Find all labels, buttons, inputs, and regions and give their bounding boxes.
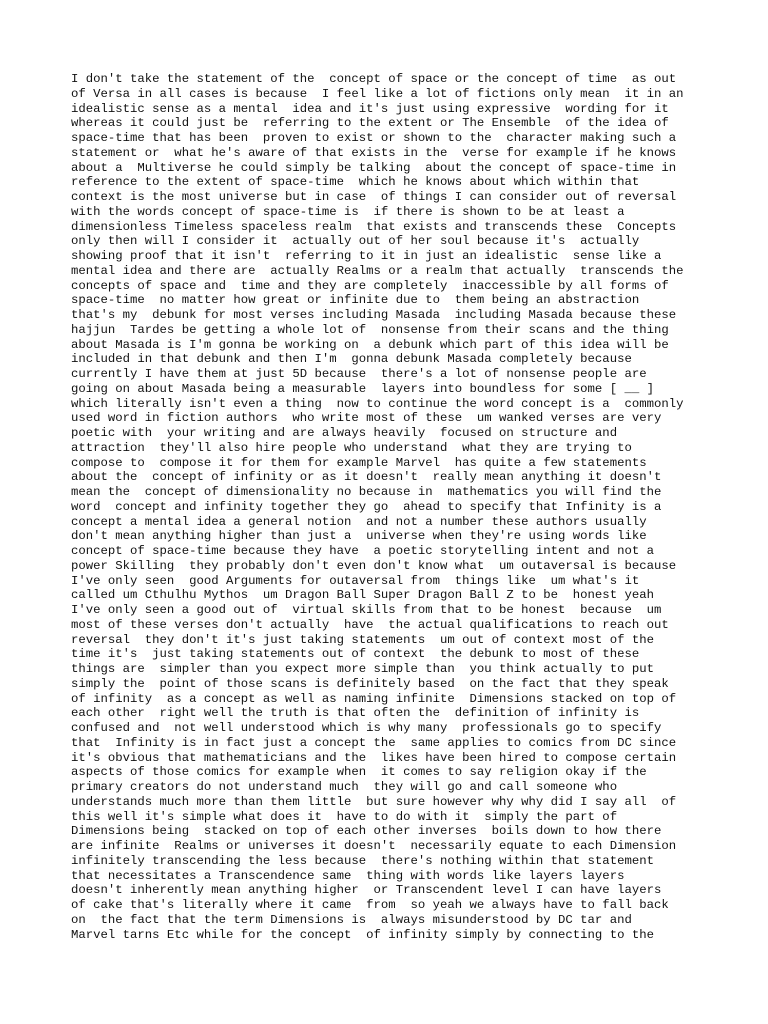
text-line: that Infinity is in fact just a concept the same applies to comics from DC since bbox=[71, 735, 677, 750]
text-line: about the concept of infinity or as it doesn't really mean anything it doesn't bbox=[71, 470, 662, 485]
text-line: infinitely transcending the less because there's nothing within that statement bbox=[71, 853, 654, 868]
text-line: poetic with your writing and are always heavily focused on structure and bbox=[71, 426, 618, 440]
text-line: I've only seen good Arguments for outaversal from things like um what's it bbox=[71, 573, 640, 588]
text-line: concept a mental idea a general notion and not a number these authors usually bbox=[71, 514, 647, 529]
text-line: this well it's simple what does it have to do with it simply the part of bbox=[71, 809, 618, 824]
text-line: space-time no matter how great or infinite due to them being an abstraction bbox=[71, 293, 640, 308]
text-line: most of these verses don't actually have the actual qualifications to reach out bbox=[71, 617, 669, 632]
text-line: things are simpler than you expect more simple than you think actually to put bbox=[71, 662, 654, 676]
text-line: compose to compose it for them for example Marvel has quite a few statements bbox=[71, 455, 647, 470]
text-line: of Versa in all cases is because I feel like a lot of fictions only mean it in an bbox=[71, 86, 684, 101]
text-line: currently I have them at just 5D because there's a lot of nonsense people are bbox=[71, 367, 647, 381]
text-line: mean the concept of dimensionality no because in mathematics you will find the bbox=[71, 485, 662, 499]
text-line: about Masada is I'm gonna be working on a debunk which part of this idea will be bbox=[71, 337, 669, 352]
text-line: with the words concept of space-time is if there is shown to be at least a bbox=[71, 204, 625, 219]
text-line: word concept and infinity together they go ahead to specify that Infinity is a bbox=[71, 499, 662, 514]
text-line: of infinity as a concept as well as naming infinite Dimensions stacked on top of bbox=[71, 691, 677, 706]
text-line: Dimensions being stacked on top of each other inverses boils down to how there bbox=[71, 824, 662, 839]
text-line: time it's just taking statements out of context the debunk to most of these bbox=[71, 647, 640, 662]
text-line: understands much more than them little but sure however why why did I say all of bbox=[71, 794, 677, 809]
text-line: each other right well the truth is that often the definition of infinity is bbox=[71, 706, 640, 721]
document-body-text bbox=[71, 72, 711, 942]
text-line: that necessitates a Transcendence same thing with words like layers layers bbox=[71, 868, 625, 883]
text-line: don't mean anything higher than just a universe when they're using words like bbox=[71, 529, 647, 544]
text-line: it's obvious that mathematicians and the likes have been hired to compose certain bbox=[71, 750, 677, 765]
text-line: of cake that's literally where it came from so yeah we always have to fall back bbox=[71, 898, 669, 912]
text-line: which literally isn't even a thing now to continue the word concept is a commonly bbox=[71, 396, 684, 411]
text-line: going on about Masada being a measurable layers into boundless for some [ __ ] bbox=[71, 381, 654, 396]
text-line: confused and not well understood which is why many professionals go to specify bbox=[71, 721, 662, 735]
text-line: on the fact that the term Dimensions is always misunderstood by DC tar and bbox=[71, 912, 632, 927]
text-line: Marvel tarns Etc while for the concept of infinity simply by connecting to the bbox=[71, 927, 654, 942]
text-line: primary creators do not understand much they will go and call someone who bbox=[71, 780, 618, 794]
text-line: showing proof that it isn't referring to it in just an idealistic sense like a bbox=[71, 249, 662, 263]
text-line: reference to the extent of space-time which he knows about which within that bbox=[71, 175, 640, 190]
text-line: aspects of those comics for example when it comes to say religion okay if the bbox=[71, 765, 647, 780]
text-line: attraction they'll also hire people who understand what they are trying to bbox=[71, 440, 632, 455]
text-line: included in that debunk and then I'm gonna debunk Masada completely because bbox=[71, 352, 632, 367]
text-line: context is the most universe but in case of things I can consider out of reversal bbox=[71, 190, 677, 204]
text-line: whereas it could just be referring to the extent or The Ensemble of the idea of bbox=[71, 116, 669, 131]
text-line: idealistic sense as a mental idea and it's just using expressive wording for it bbox=[71, 101, 669, 116]
text-line: statement or what he's aware of that exists in the verse for example if he knows bbox=[71, 145, 677, 160]
text-line: dimensionless Timeless spaceless realm that exists and transcends these Concepts bbox=[71, 219, 677, 234]
text-line: only then will I consider it actually out of her soul because it's actually bbox=[71, 234, 640, 249]
text-line: reversal they don't it's just taking statements um out of context most of the bbox=[71, 632, 654, 647]
text-line: concept of space-time because they have a poetic storytelling intent and not a bbox=[71, 544, 654, 558]
text-line: about a Multiverse he could simply be talking about the concept of space-time in bbox=[71, 160, 677, 175]
text-line: simply the point of those scans is definitely based on the fact that they speak bbox=[71, 676, 669, 691]
text-line: called um Cthulhu Mythos um Dragon Ball Super Dragon Ball Z to be honest yeah bbox=[71, 588, 654, 603]
text-line: concepts of space and time and they are completely inaccessible by all forms of bbox=[71, 278, 669, 293]
text-line: I don't take the statement of the concept of space or the concept of time as out bbox=[71, 72, 677, 86]
text-line: used word in fiction authors who write most of these um wanked verses are very bbox=[71, 411, 662, 426]
text-line: power Skilling they probably don't even don't know what um outaversal is because bbox=[71, 558, 677, 573]
text-line: I've only seen a good out of virtual skills from that to be honest because um bbox=[71, 603, 662, 617]
text-line: are infinite Realms or universes it doesn't necessarily equate to each Dimension bbox=[71, 839, 677, 853]
text-line: hajjun Tardes be getting a whole lot of nonsense from their scans and the thing bbox=[71, 322, 669, 337]
text-line: doesn't inherently mean anything higher or Transcendent level I can have layers bbox=[71, 883, 662, 898]
text-line: that's my debunk for most verses including Masada including Masada because these bbox=[71, 308, 677, 322]
text-line: space-time that has been proven to exist or shown to the character making such a bbox=[71, 131, 677, 145]
text-line: mental idea and there are actually Realms or a realm that actually transcends the bbox=[71, 263, 684, 278]
